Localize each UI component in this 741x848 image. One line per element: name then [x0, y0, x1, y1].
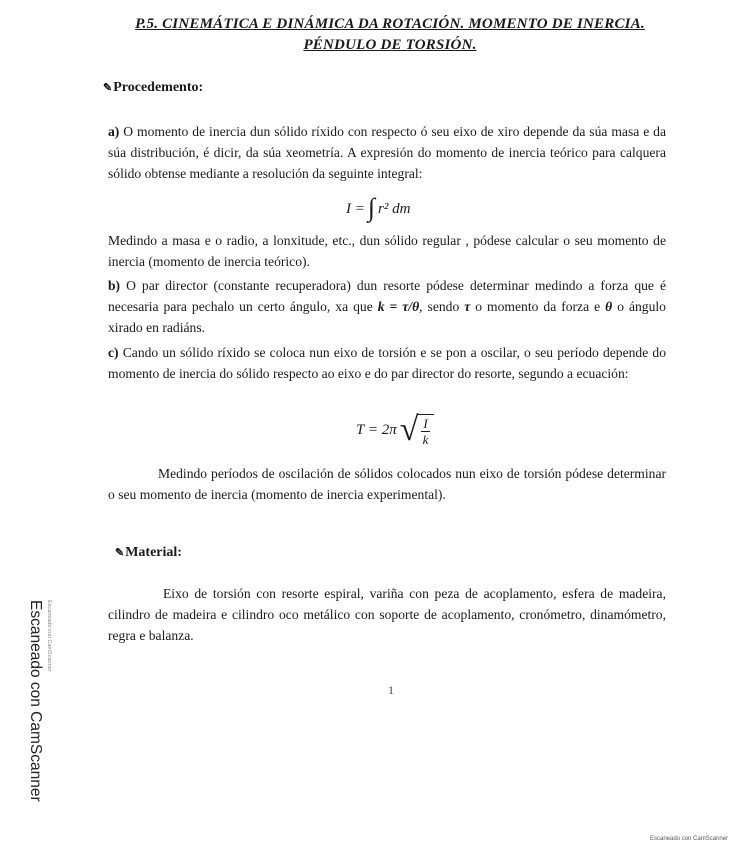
- sqrt-sign: √: [399, 411, 419, 448]
- material-paragraph: Eixo de torsión con resorte espiral, variña con peza de acoplamento, esfera de madeira, cilindro de madeira e cilindro oco metálico con soporte de acoplamento, cronómetro, dinamómetro, regra e balanza.: [108, 586, 666, 643]
- pencil-icon: ✎: [103, 82, 113, 94]
- watermark-small-text: Escaneado con CamScanner: [46, 600, 52, 672]
- procedure-a-paragraph: [108, 121, 666, 184]
- material-heading: [115, 545, 182, 561]
- pencil-icon: ✎: [115, 547, 125, 559]
- moment-of-inertia-formula: [346, 194, 410, 224]
- procedure-c-paragraph: [108, 342, 666, 384]
- item-b-text-post: o ángulo xirado en radiáns.: [108, 299, 666, 335]
- period-formula: [356, 413, 434, 447]
- square-root: [397, 413, 434, 447]
- theta-symbol: θ: [605, 299, 613, 314]
- formula-lhs: I =: [346, 200, 365, 217]
- item-b-text-mid2: o momento da forza e: [470, 299, 606, 314]
- document-title-line-2: PÉNDULO DE TORSIÓN.: [303, 37, 477, 53]
- procedure-c-paragraph-2: Medindo períodos de oscilación de sólidos colocados nun eixo de torsión pódese determinar o seu momento de inercia (momento de inercia experimental).: [108, 466, 666, 502]
- procedure-a-paragraph-2: Medindo a masa e o radio, a lonxitude, etc., dun sólido regular , pódese calcular o seu momento de inercia (momento de inercia teórico).: [108, 233, 666, 269]
- item-c-label: c): [108, 345, 119, 360]
- item-c-text: Cando un sólido ríxido se coloca nun eixo de torsión e se pon a oscilar, o seu período depende do momento de inercia do sólido respecto ao eixo e do par director do resorte, segundo a ecuación:: [108, 345, 666, 381]
- page-number: 1: [388, 683, 394, 697]
- fraction-denominator: k: [422, 432, 429, 447]
- document-title-line-1: P.5. CINEMÁTICA E DINÁMICA DA ROTACIÓN. MOMENTO DE INERCIA.: [135, 16, 645, 32]
- watermark-text: Escaneado con CamScanner: [27, 600, 44, 802]
- tau-symbol: τ: [464, 299, 471, 314]
- item-b-text-pre: O par director (constante recuperadora) dun resorte pódese determinar medindo a forza que é necesaria para pechalo un certo ángulo, xa que: [108, 278, 666, 314]
- integral-sign: ∫: [367, 193, 375, 222]
- procedure-heading: [103, 80, 203, 96]
- procedure-heading-label: Procedemento:: [113, 80, 204, 95]
- period-formula-lhs: T = 2π: [356, 421, 397, 438]
- corner-watermark: Escaneado con CamScanner: [650, 836, 729, 842]
- item-a-label: a): [108, 124, 120, 139]
- k-formula: k = τ/θ: [377, 299, 420, 314]
- material-heading-label: Material:: [125, 545, 182, 560]
- fraction-numerator: I: [423, 416, 428, 431]
- fraction: [418, 414, 433, 447]
- camscanner-watermark: [26, 600, 54, 820]
- formula-rhs: r² dm: [378, 200, 411, 217]
- item-b-label: b): [108, 278, 121, 293]
- item-b-text-mid: , sendo: [419, 299, 465, 314]
- procedure-b-paragraph: [108, 275, 666, 338]
- item-a-text: O momento de inercia dun sólido ríxido con respecto ó seu eixo de xiro depende da súa masa e da súa distribución, é dicir, da súa xeometría. A expresión do momento de inercia teórico para calquera sólido obtense mediante a resolución da seguinte integral:: [108, 124, 666, 181]
